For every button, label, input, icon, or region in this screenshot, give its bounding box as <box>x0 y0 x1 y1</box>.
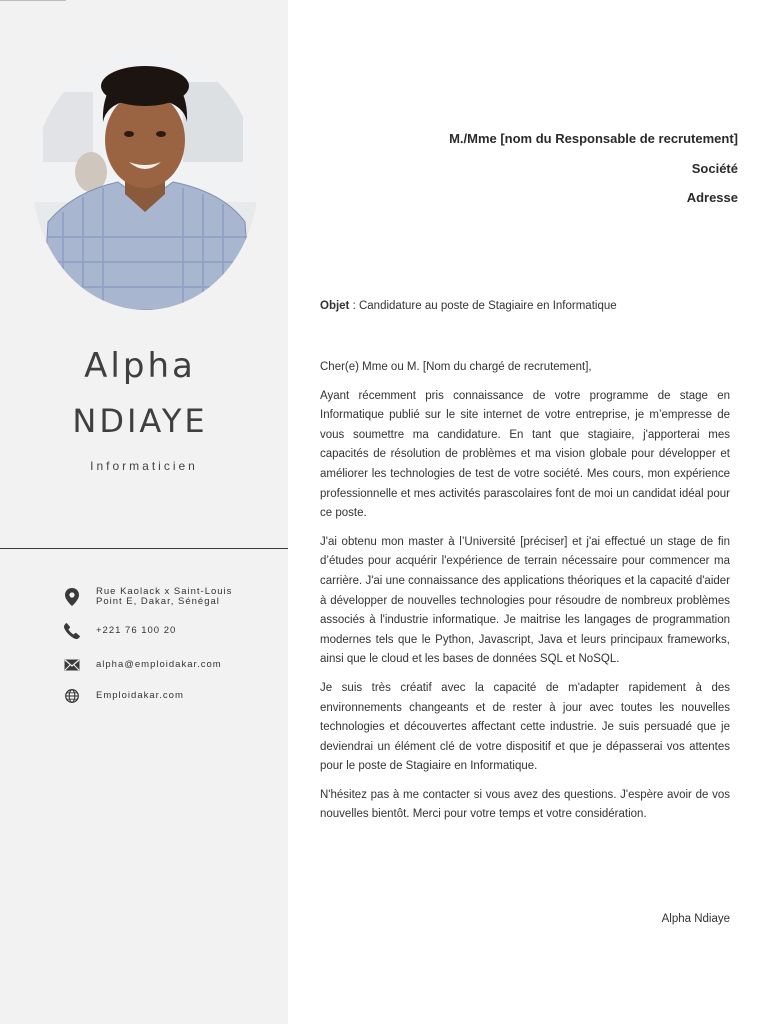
contact-phone <box>60 621 176 641</box>
contact-website <box>60 686 184 706</box>
letter-greeting: Cher(e) Mme ou M. [Nom du chargé de recrutement], <box>320 361 592 373</box>
first-name: Alpha <box>84 346 196 386</box>
recipient-company: Société <box>691 161 738 176</box>
subject-line <box>320 300 617 312</box>
recipient-address: Adresse <box>686 190 738 205</box>
letter-paragraph-4: N'hésitez pas à me contacter si vous avez des questions. J'espère avoir de vos nouvelles bientôt. Merci pour votre temps et votre considération. <box>320 788 730 821</box>
letter-paragraph-1: Ayant récemment pris connaissance de votre programme de stage en Informatique publié sur le site internet de votre entreprise, je m’empresse de vous soumettre ma candidature. En tant que stagiaire, j'apporterai mes capacités de résolution de problèmes et ma vision globale pour développer et améliorer les technologies de test de votre société. Mes cours, mon expérience professionnelle et mes activités parascolaires font de moi un candidat idéal pour ce poste. <box>320 389 730 520</box>
email-text[interactable]: alpha@emploidakar.com <box>96 659 222 670</box>
letter-paragraph-3: Je suis très créatif avec la capacité de m'adapter rapidement à des environnements changeants et de rester à jour avec toutes les nouvelles technologies et découvertes affectant cette industrie. Je suis persuadé que je deviendrai un élément clé de votre dispositif et que je dépasserai vos attentes pour le poste de Stagiaire en Informatique. <box>320 681 730 773</box>
section-divider <box>0 548 288 549</box>
address-line-1: Rue Kaolack x Saint-Louis <box>96 586 233 597</box>
subject-label: Objet <box>320 300 350 312</box>
map-pin-icon <box>60 587 84 607</box>
top-rule <box>0 0 66 1</box>
contact-address <box>60 587 232 607</box>
recipient-name: M./Mme [nom du Responsable de recrutement] <box>449 131 738 146</box>
phone-icon <box>60 621 84 641</box>
phone-text: +221 76 100 20 <box>96 625 177 636</box>
subject-separator: : <box>349 300 359 312</box>
profile-photo <box>33 52 258 310</box>
envelope-icon <box>60 655 84 675</box>
job-title: Informaticien <box>90 459 198 473</box>
globe-icon <box>60 686 84 706</box>
letter-body <box>320 358 730 834</box>
signature: Alpha Ndiaye <box>661 913 730 925</box>
contact-email <box>60 655 222 675</box>
letter-paragraph-2: J'ai obtenu mon master à l’Université [préciser] et j'ai effectué un stage de fin d’études pour acquérir l'expérience de terrain nécessaire pour commencer ma carrière. J'ai une connaissance des applications théoriques et la capacité d'aider à développer de nouvelles technologies pour résoudre de nombreux problèmes associés à l'industrie informatique. Je maitrise les langages de programmation modernes tels que le Python, Javascript, Java et leurs principaux frameworks, ainsi que le cloud et les bases de données SQL et NoSQL. <box>320 535 730 666</box>
website-text[interactable]: Emploidakar.com <box>96 690 184 701</box>
sidebar <box>0 0 288 1024</box>
address-line-2: Point E, Dakar, Sénégal <box>96 596 220 607</box>
address-text <box>96 587 232 607</box>
last-name: NDIAYE <box>72 402 208 440</box>
subject-text: Candidature au poste de Stagiaire en Informatique <box>358 300 617 312</box>
